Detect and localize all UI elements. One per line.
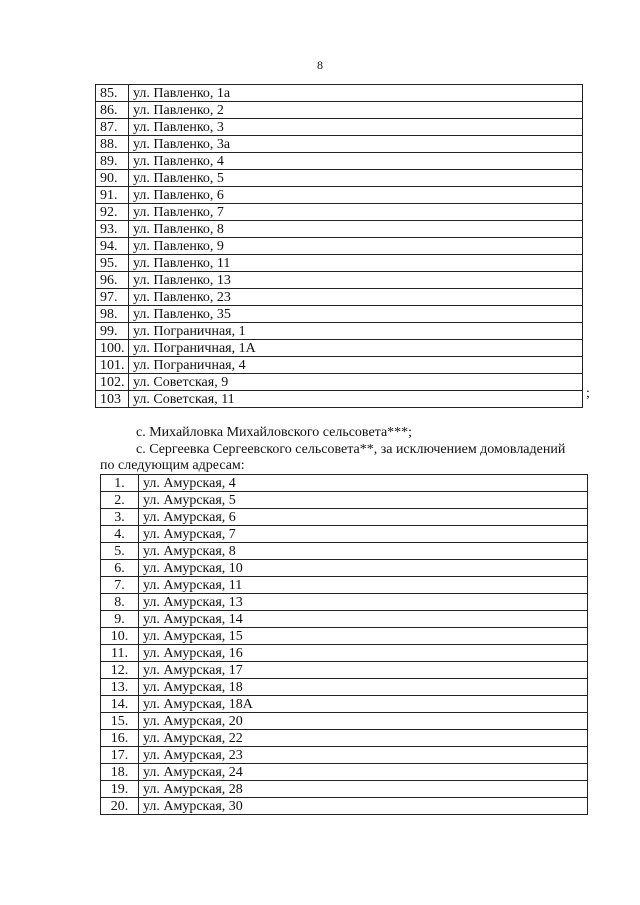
row-number: 1. xyxy=(101,475,139,492)
row-number: 6. xyxy=(101,560,139,577)
table-row xyxy=(96,357,583,374)
row-address: ул. Амурская, 24 xyxy=(139,764,588,781)
row-number: 3. xyxy=(101,509,139,526)
row-number: 98. xyxy=(96,306,129,323)
row-number: 97. xyxy=(96,289,129,306)
row-address: ул. Амурская, 4 xyxy=(139,475,588,492)
row-address: ул. Амурская, 11 xyxy=(139,577,588,594)
row-number: 100. xyxy=(96,340,129,357)
address-table-body xyxy=(96,85,583,408)
row-number: 96. xyxy=(96,272,129,289)
row-number: 7. xyxy=(101,577,139,594)
row-number: 17. xyxy=(101,747,139,764)
row-number: 14. xyxy=(101,696,139,713)
table-row xyxy=(96,187,583,204)
table-row xyxy=(101,798,588,815)
table-row xyxy=(101,781,588,798)
row-address: ул. Амурская, 20 xyxy=(139,713,588,730)
row-address: ул. Павленко, 9 xyxy=(129,238,583,255)
row-address: ул. Павленко, 3а xyxy=(129,136,583,153)
row-address: ул. Амурская, 6 xyxy=(139,509,588,526)
row-address: ул. Павленко, 13 xyxy=(129,272,583,289)
page-number: 8 xyxy=(317,58,323,72)
table-row xyxy=(101,764,588,781)
table-row xyxy=(101,492,588,509)
row-number: 20. xyxy=(101,798,139,815)
row-address: ул. Амурская, 5 xyxy=(139,492,588,509)
row-number: 2. xyxy=(101,492,139,509)
row-address: ул. Павленко, 6 xyxy=(129,187,583,204)
row-address: ул. Амурская, 7 xyxy=(139,526,588,543)
table-row xyxy=(101,526,588,543)
table-row xyxy=(96,102,583,119)
row-address: ул. Павленко, 23 xyxy=(129,289,583,306)
row-address: ул. Павленко, 4 xyxy=(129,153,583,170)
row-number: 13. xyxy=(101,679,139,696)
table-row xyxy=(96,391,583,408)
table-row xyxy=(96,323,583,340)
table-row xyxy=(101,611,588,628)
row-number: 10. xyxy=(101,628,139,645)
table-row xyxy=(101,509,588,526)
table-row xyxy=(96,170,583,187)
paragraph-mikhailovka: с. Михайловка Михайловского сельсовета***; xyxy=(136,425,413,440)
table-row xyxy=(96,136,583,153)
table-row xyxy=(96,238,583,255)
table-trailing-semicolon: ; xyxy=(586,386,590,401)
table-row xyxy=(101,577,588,594)
row-number: 87. xyxy=(96,119,129,136)
row-number: 18. xyxy=(101,764,139,781)
row-address: ул. Павленко, 8 xyxy=(129,221,583,238)
row-address: ул. Амурская, 10 xyxy=(139,560,588,577)
row-number: 89. xyxy=(96,153,129,170)
table-row xyxy=(96,374,583,391)
paragraph-addresses-intro: по следующим адресам: xyxy=(100,458,245,473)
row-address: ул. Амурская, 15 xyxy=(139,628,588,645)
table-row xyxy=(96,340,583,357)
row-address: ул. Амурская, 28 xyxy=(139,781,588,798)
table-row xyxy=(101,679,588,696)
address-table-amurskaya xyxy=(100,474,588,815)
row-address: ул. Амурская, 8 xyxy=(139,543,588,560)
table-row xyxy=(101,662,588,679)
table-row xyxy=(96,119,583,136)
row-address: ул. Советская, 9 xyxy=(129,374,583,391)
table-row xyxy=(101,628,588,645)
table-row xyxy=(101,475,588,492)
row-address: ул. Советская, 11 xyxy=(129,391,583,408)
row-address: ул. Пограничная, 1 xyxy=(129,323,583,340)
paragraph-sergeevka: с. Сергеевка Сергеевского сельсовета**, за исключением домовладений xyxy=(136,442,566,457)
table-row xyxy=(96,153,583,170)
row-address: ул. Пограничная, 4 xyxy=(129,357,583,374)
row-address: ул. Павленко, 3 xyxy=(129,119,583,136)
row-number: 11. xyxy=(101,645,139,662)
row-address: ул. Амурская, 22 xyxy=(139,730,588,747)
row-number: 19. xyxy=(101,781,139,798)
row-address: ул. Павленко, 5 xyxy=(129,170,583,187)
table-row xyxy=(96,204,583,221)
row-address: ул. Пограничная, 1А xyxy=(129,340,583,357)
row-address: ул. Амурская, 23 xyxy=(139,747,588,764)
row-number: 15. xyxy=(101,713,139,730)
table-row xyxy=(96,289,583,306)
row-number: 5. xyxy=(101,543,139,560)
table-row xyxy=(101,645,588,662)
row-number: 16. xyxy=(101,730,139,747)
table-row xyxy=(96,85,583,102)
table-row xyxy=(101,730,588,747)
row-number: 93. xyxy=(96,221,129,238)
row-address: ул. Амурская, 30 xyxy=(139,798,588,815)
row-number: 9. xyxy=(101,611,139,628)
row-number: 101. xyxy=(96,357,129,374)
row-number: 12. xyxy=(101,662,139,679)
table-row xyxy=(101,543,588,560)
row-address: ул. Амурская, 17 xyxy=(139,662,588,679)
row-address: ул. Амурская, 18 xyxy=(139,679,588,696)
address-table-body xyxy=(101,475,588,815)
row-address: ул. Павленко, 35 xyxy=(129,306,583,323)
row-number: 94. xyxy=(96,238,129,255)
row-address: ул. Амурская, 18А xyxy=(139,696,588,713)
row-address: ул. Амурская, 13 xyxy=(139,594,588,611)
table-row xyxy=(101,713,588,730)
row-number: 86. xyxy=(96,102,129,119)
table-row xyxy=(101,747,588,764)
row-number: 102. xyxy=(96,374,129,391)
row-number: 88. xyxy=(96,136,129,153)
table-row xyxy=(96,272,583,289)
row-address: ул. Амурская, 16 xyxy=(139,645,588,662)
table-row xyxy=(96,255,583,272)
row-number: 4. xyxy=(101,526,139,543)
row-number: 8. xyxy=(101,594,139,611)
row-number: 95. xyxy=(96,255,129,272)
table-row xyxy=(96,306,583,323)
table-row xyxy=(96,221,583,238)
table-row xyxy=(101,594,588,611)
row-address: ул. Павленко, 1а xyxy=(129,85,583,102)
address-table-pavlenko xyxy=(95,84,583,408)
row-address: ул. Павленко, 2 xyxy=(129,102,583,119)
row-number: 99. xyxy=(96,323,129,340)
row-number: 91. xyxy=(96,187,129,204)
table-row xyxy=(101,560,588,577)
row-number: 92. xyxy=(96,204,129,221)
table-row xyxy=(101,696,588,713)
row-address: ул. Амурская, 14 xyxy=(139,611,588,628)
row-address: ул. Павленко, 7 xyxy=(129,204,583,221)
row-number: 103 xyxy=(96,391,129,408)
row-number: 90. xyxy=(96,170,129,187)
row-address: ул. Павленко, 11 xyxy=(129,255,583,272)
row-number: 85. xyxy=(96,85,129,102)
